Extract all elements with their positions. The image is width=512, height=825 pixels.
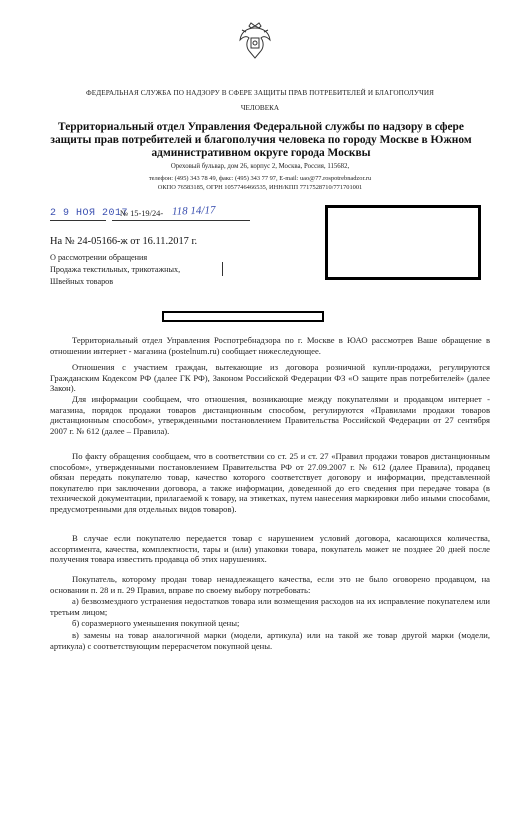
outgoing-number-prefix: № 15-19/24- bbox=[120, 209, 164, 218]
body-paragraph: Отношения с участием граждан, вытекающие из договора розничной купли-продажи, регулируются Гражданским Кодексом РФ (далее ГК РФ), Законом Российской Федерации ФЗ «О защите прав потребителей» (далее Закон). bbox=[50, 362, 490, 394]
subject-bracket bbox=[222, 262, 223, 276]
body-paragraph: В случае если покупателю передается товар с нарушением условий договора, касающихся количества, ассортимента, качества, комплектности, тары и (или) упаковки товара, покупатель может не позднее 20 дней после получения товара известить продавца об этих нарушениях. bbox=[50, 533, 490, 565]
office-registration-codes: ОКПО 76583185, ОГРН 1057746466535, ИНН/КПП 7717528710/771701001 bbox=[157, 184, 363, 191]
office-title: Территориальный отдел Управления Федеральной службы по надзору в сфере защиты прав потребителей и благополучия человека по городу Москве в Южном административном округе города Москвы bbox=[50, 121, 472, 159]
subject-line: Продажа текстильных, трикотажных, bbox=[50, 265, 181, 274]
agency-name-continued: ЧЕЛОВЕКА bbox=[240, 104, 280, 112]
body-paragraph: б) соразмерного уменьшения покупной цены; bbox=[72, 618, 240, 628]
reference-number: На № 24-05166-ж от 16.11.2017 г. bbox=[50, 236, 198, 247]
subject-block bbox=[50, 252, 180, 288]
coat-of-arms-emblem bbox=[238, 22, 272, 60]
outgoing-number-underline bbox=[112, 220, 250, 221]
subject-line: Швейных товаров bbox=[50, 277, 114, 286]
subject-line: О рассмотрении обращения bbox=[50, 253, 148, 262]
body-paragraph: Территориальный отдел Управления Роспотребнадзора по г. Москве в ЮАО рассмотрев Ваше обращение в отношении интернет - магазина (postelnum.ru) сообщает нижеследующее. bbox=[50, 335, 490, 356]
office-address: Ореховый бульвар, дом 26, корпус 2, Москва, Россия, 115682, bbox=[170, 163, 350, 170]
body-paragraph: Для информации сообщаем, что отношения, возникающие между покупателями и продавцом интернет - магазина, порядок продажи товаров дистанционным способом, регулируются «Правилами продажи товаров дистанционным способом», утвержденными постановлением Правительства Российской Федерации от 27 сентября 2007 г. № 612 (далее – Правила). bbox=[50, 394, 490, 436]
redacted-addressee-box bbox=[325, 205, 481, 280]
body-paragraph: в) замены на товар аналогичной марки (модели, артикула) или на такой же товар другой марки (модели, артикула) с соответствующим перерасчетом покупной цены. bbox=[50, 630, 490, 651]
body-paragraph: Покупатель, которому продан товар ненадлежащего качества, если это не было оговорено продавцом, на основании п. 28 и п. 29 Правил, вправе по своему выбору потребовать: bbox=[50, 574, 490, 595]
office-contacts: телефон: (495) 343 78 49, факс: (495) 343 77 97, E-mail: uao@77.rospotrebnadzor.ru bbox=[148, 175, 372, 182]
redacted-salutation-box bbox=[162, 311, 324, 322]
outgoing-number-handwritten: 118 14/17 bbox=[171, 204, 216, 218]
date-stamp: 2 9 НОЯ 2017 bbox=[50, 208, 129, 219]
agency-name: ФЕДЕРАЛЬНАЯ СЛУЖБА ПО НАДЗОРУ В СФЕРЕ ЗАЩИТЫ ПРАВ ПОТРЕБИТЕЛЕЙ И БЛАГОПОЛУЧИЯ bbox=[85, 89, 435, 97]
body-paragraph: а) безвозмездного устранения недостатков товара или возмещения расходов на их исправление покупателем или третьим лицом; bbox=[50, 596, 490, 617]
body-paragraph: По факту обращения сообщаем, что в соответствии со ст. 25 и ст. 27 «Правил продажи товаров дистанционным способом», утвержденными постановлением Правительства РФ от 27.09.2007 г. № 612 (далее Правила), продавец обязан передать покупателю товар, качество которого соответствует договору и информации, представленной покупателю при заключении договора, а также информации, доведенной до его сведения при передаче товара (в технической документации, прилагаемой к товару, на этикетках, путем нанесения маркировки либо иными способами, предусмотренными для отдельных видов товаров). bbox=[50, 451, 490, 514]
date-underline bbox=[50, 220, 106, 221]
